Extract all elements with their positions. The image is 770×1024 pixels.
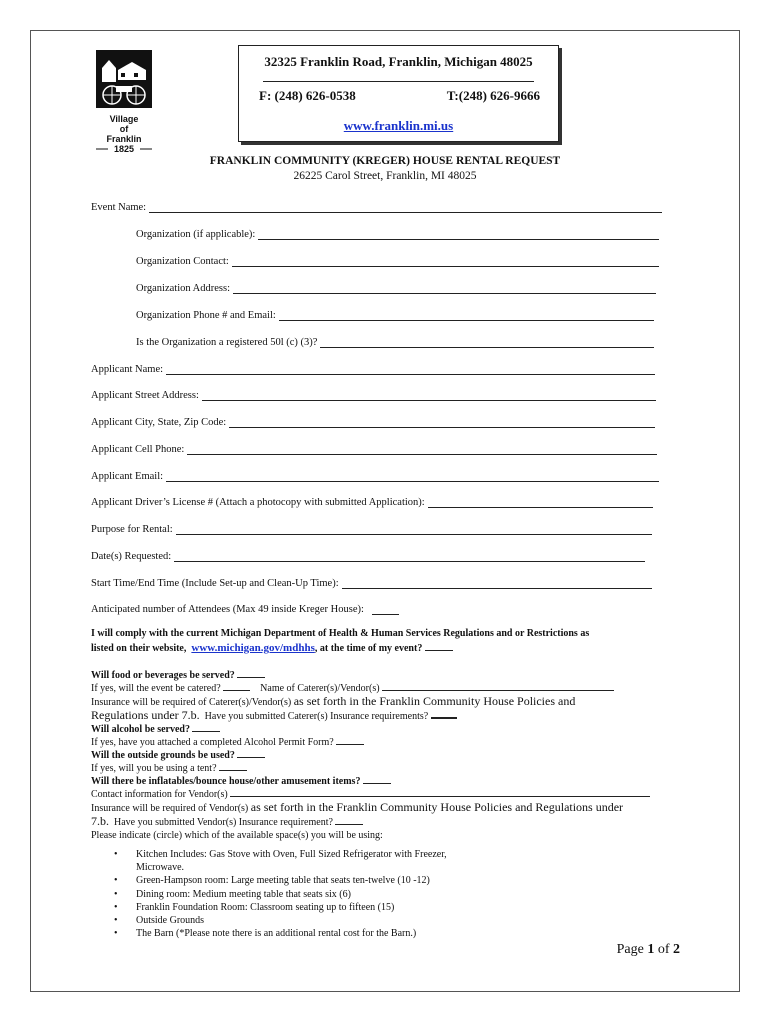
times-label: Start Time/End Time (Include Set-up and Clean-Up Time):: [91, 578, 339, 589]
applicant-cell-line[interactable]: [187, 444, 657, 455]
vendor-insurance-text: Insurance will be required of Vendor(s) as set forth in the Franklin Community House Policies and Regulations under: [91, 800, 624, 814]
food-question: Will food or beverages be served?: [91, 669, 671, 682]
indicate-spaces-text: Please indicate (circle) which of the available space(s) you will be using:: [91, 830, 383, 841]
caterer-insurance-text: Insurance will be required of Caterer(s)/Vendor(s) as set forth in the Franklin Community House Policies and: [91, 694, 576, 708]
purpose-field[interactable]: [91, 521, 652, 535]
mdhhs-link[interactable]: www.michigan.gov/mdhhs: [191, 642, 315, 654]
logo-image: [94, 48, 156, 158]
vendor-contact-line[interactable]: [230, 796, 650, 797]
attendees-line[interactable]: [372, 604, 399, 615]
applicant-license-field[interactable]: [91, 494, 653, 508]
list-item[interactable]: • Franklin Foundation Room: Classroom seating up to fifteen (15): [114, 901, 395, 913]
attendees-label: Anticipated number of Attendees (Max 49 inside Kreger House):: [91, 604, 364, 615]
org-phone-line[interactable]: [279, 310, 654, 321]
spaces-list: [110, 848, 447, 940]
address-divider: [263, 81, 534, 82]
event-name-field[interactable]: [91, 199, 662, 213]
list-item: Microwave.: [136, 862, 185, 874]
comply-answer-line[interactable]: [425, 650, 453, 651]
org-phone-label: Organization Phone # and Email:: [136, 310, 276, 321]
address-box: [238, 45, 559, 142]
applicant-city-line[interactable]: [229, 417, 655, 428]
form-title: FRANKLIN COMMUNITY (KREGER) HOUSE RENTAL REQUEST: [209, 155, 561, 167]
organization-line[interactable]: [258, 229, 659, 240]
applicant-city-field[interactable]: [91, 414, 655, 428]
org-contact-field[interactable]: [136, 253, 659, 267]
attendees-field[interactable]: [91, 601, 421, 615]
comply-text-line2: listed on their website,: [91, 643, 187, 654]
org-501c3-line[interactable]: [320, 337, 654, 348]
list-item[interactable]: • Green-Hampson room: Large meeting table that seats ten-twelve (10 -12): [114, 875, 430, 887]
applicant-license-line[interactable]: [428, 497, 653, 508]
applicant-email-field[interactable]: [91, 468, 659, 482]
svg-text:of: of: [119, 124, 129, 134]
event-name-line[interactable]: [149, 202, 662, 213]
grounds-answer-line[interactable]: [237, 757, 265, 758]
list-item[interactable]: • The Barn (*Please note there is an additional rental cost for the Barn.): [114, 928, 417, 940]
office-address: 32325 Franklin Road, Franklin, Michigan 48025: [264, 54, 533, 69]
dates-label: Date(s) Requested:: [91, 551, 172, 562]
list-item[interactable]: • Dining room: Medium meeting table that seats six (6): [114, 888, 351, 900]
svg-text:Village: Village: [109, 114, 139, 124]
village-logo: [94, 48, 156, 158]
permit-question: If yes, have you attached a completed Alcohol Permit Form?: [91, 736, 671, 749]
event-name-label: Event Name:: [91, 202, 147, 213]
purpose-line[interactable]: [176, 524, 652, 535]
telephone-number: T:(248) 626-9666: [446, 88, 540, 103]
catered-answer-line[interactable]: [223, 690, 250, 691]
org-address-line[interactable]: [233, 283, 656, 294]
alcohol-answer-line[interactable]: [192, 731, 220, 732]
times-line[interactable]: [342, 578, 652, 589]
org-contact-label: Organization Contact:: [136, 256, 229, 267]
food-answer-line[interactable]: [237, 677, 265, 678]
fax-number: F: (248) 626-0538: [259, 88, 356, 103]
applicant-city-label: Applicant City, State, Zip Code:: [91, 417, 227, 428]
applicant-street-field[interactable]: [91, 387, 656, 401]
tent-answer-line[interactable]: [219, 770, 247, 771]
org-501c3-label: Is the Organization a registered 50l (c) (3)?: [136, 337, 318, 348]
applicant-name-field[interactable]: [91, 361, 655, 375]
list-item[interactable]: • Outside Grounds: [114, 915, 205, 927]
caterer-name-label: Name of Caterer(s)/Vendor(s): [260, 683, 380, 694]
org-address-label: Organization Address:: [136, 283, 230, 294]
applicant-name-line[interactable]: [166, 364, 655, 375]
applicant-street-line[interactable]: [202, 390, 656, 401]
org-501c3-field[interactable]: [136, 334, 654, 348]
applicant-cell-field[interactable]: [91, 441, 657, 455]
organization-field[interactable]: [136, 226, 659, 240]
org-address-field[interactable]: [136, 280, 656, 294]
alcohol-question: Will alcohol be served?: [91, 723, 671, 736]
svg-text:Franklin: Franklin: [106, 134, 142, 144]
page-number: Page 1 of 2: [616, 942, 680, 957]
vendor-contact-field: Contact information for Vendor(s): [91, 788, 671, 801]
applicant-email-line[interactable]: [166, 471, 659, 482]
tent-question: If yes, will you be using a tent?: [91, 762, 671, 775]
vendor-insurance-answer-line[interactable]: [335, 824, 363, 825]
website-link[interactable]: www.franklin.mi.us: [343, 118, 454, 133]
applicant-email-label: Applicant Email:: [91, 471, 164, 482]
applicant-cell-label: Applicant Cell Phone:: [91, 444, 185, 455]
times-field[interactable]: [91, 575, 652, 589]
org-contact-line[interactable]: [232, 256, 659, 267]
questions-block: [91, 669, 671, 842]
grounds-question: Will the outside grounds be used?: [91, 749, 671, 762]
form-subtitle: 26225 Carol Street, Franklin, MI 48025: [293, 170, 477, 182]
comply-text-line2-end: , at the time of my event?: [314, 643, 423, 654]
applicant-license-label: Applicant Driver’s License # (Attach a photocopy with submitted Application):: [91, 497, 425, 508]
inflatables-answer-line[interactable]: [363, 783, 391, 784]
svg-text:1825: 1825: [113, 144, 135, 154]
list-item[interactable]: • Kitchen Includes: Gas Stove with Oven, Full Sized Refrigerator with Freezer,: [114, 849, 447, 860]
purpose-label: Purpose for Rental:: [91, 524, 173, 535]
caterer-name-line[interactable]: [382, 690, 614, 691]
applicant-name-label: Applicant Name:: [91, 364, 164, 375]
org-phone-field[interactable]: [136, 307, 654, 321]
vendor-insurance-question: 7.b. Have you submitted Vendor(s) Insurance requirement?: [91, 815, 671, 829]
caterer-insurance-answer-line[interactable]: [431, 717, 457, 719]
dates-line[interactable]: [174, 551, 645, 562]
comply-statement: [91, 627, 691, 656]
comply-text-line1: I will comply with the current Michigan Department of Health & Human Services Regulations and or Restrictions as: [91, 628, 590, 639]
caterer-insurance-question: Regulations under 7.b. Have you submitted Caterer(s) Insurance requirements?: [91, 709, 671, 723]
permit-answer-line[interactable]: [336, 744, 364, 745]
dates-field[interactable]: [91, 548, 645, 562]
applicant-street-label: Applicant Street Address:: [91, 390, 199, 401]
catered-question: If yes, will the event be catered? Name of Caterer(s)/Vendor(s): [91, 682, 671, 695]
inflatables-question: Will there be inflatables/bounce house/other amusement items?: [91, 775, 671, 788]
organization-label: Organization (if applicable):: [136, 229, 256, 240]
